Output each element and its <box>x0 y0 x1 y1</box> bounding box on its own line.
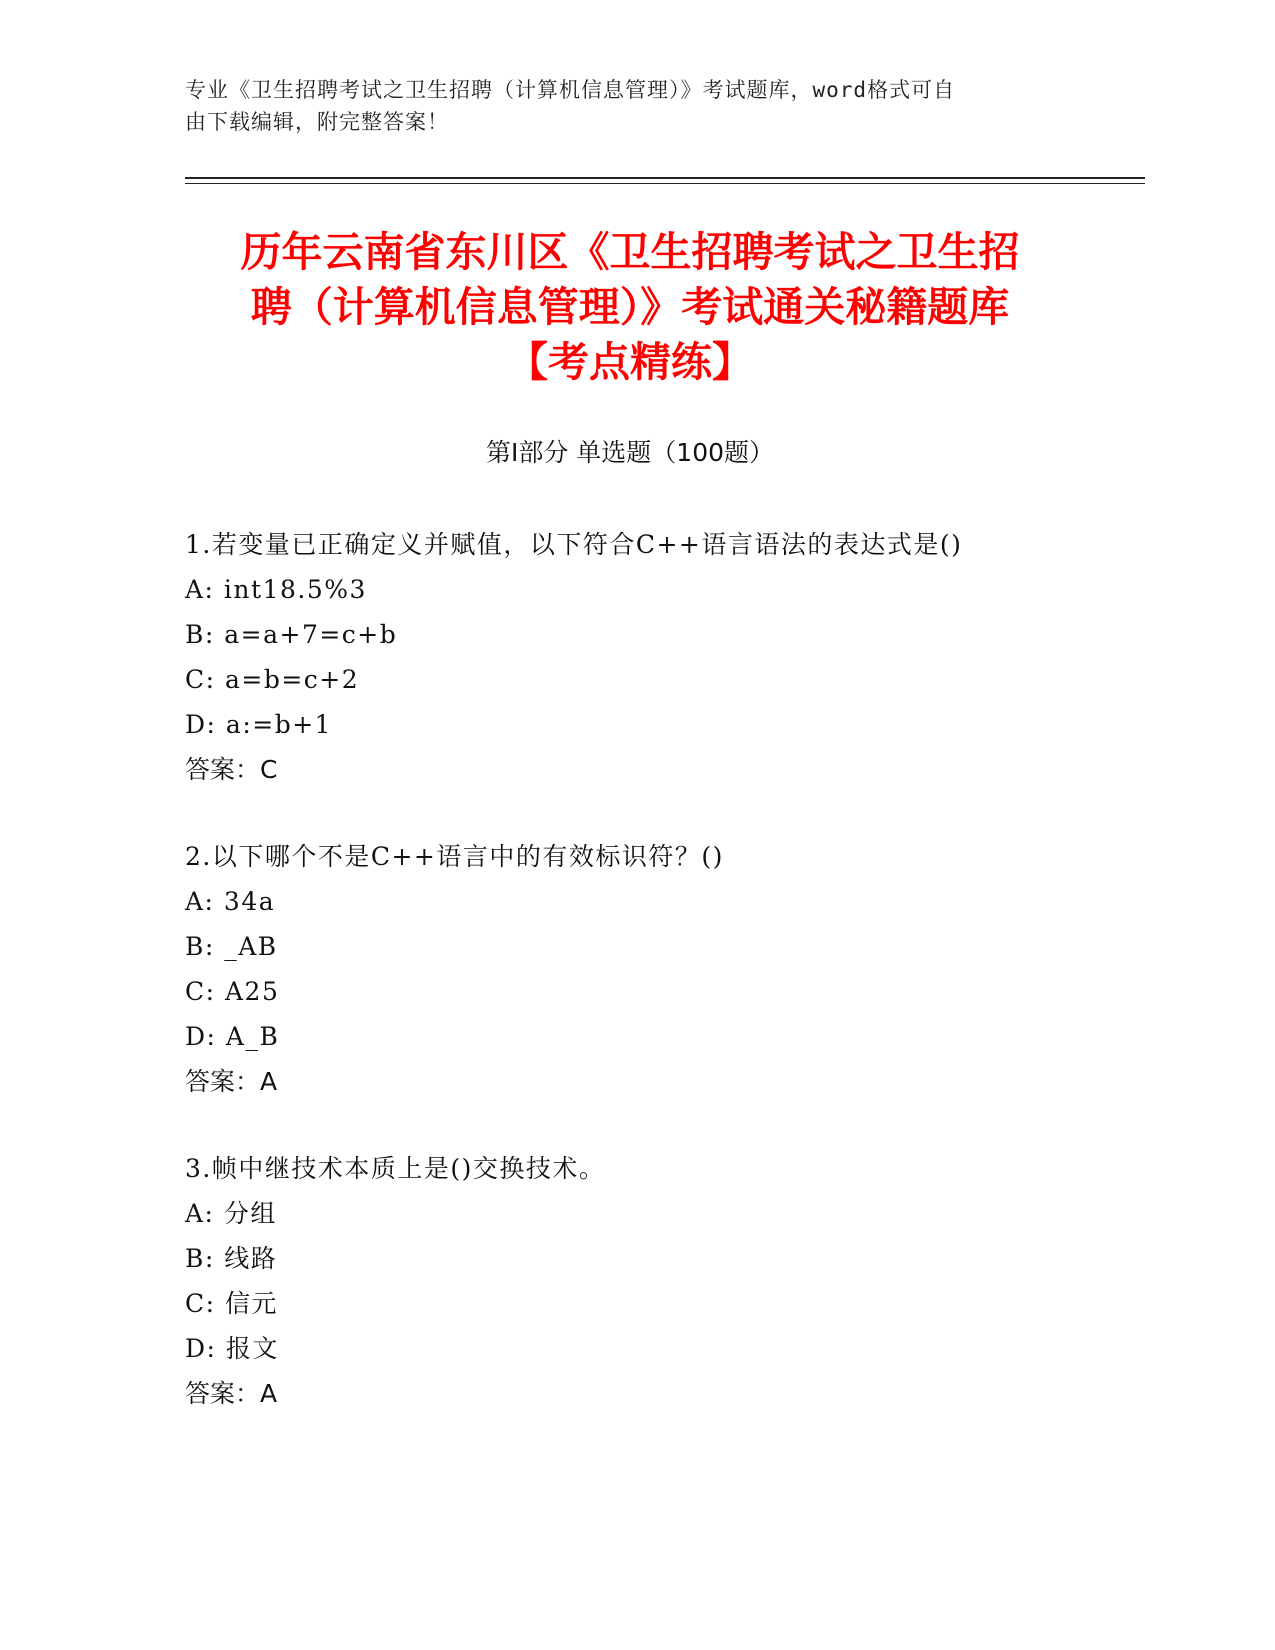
section-heading: 第Ⅰ部分 单选题（100题） <box>485 438 775 467</box>
title-line-2: 聘（计算机信息管理）》考试通关秘籍题库 <box>250 283 1010 331</box>
option-b: B: _AB <box>185 932 278 961</box>
question-stem: 3.帧中继技术本质上是()交换技术。 <box>185 1154 606 1183</box>
header-note-line-1: 专业《卫生招聘考试之卫生招聘（计算机信息管理）》考试题库，word格式可自 <box>185 78 956 102</box>
answer: 答案：C <box>185 755 278 784</box>
question-stem: 2.以下哪个不是C++语言中的有效标识符？() <box>185 842 724 871</box>
header-note-line-2: 由下载编辑，附完整答案！ <box>185 110 449 134</box>
option-a: A: 分组 <box>185 1199 277 1228</box>
question-3 <box>185 1146 1085 1416</box>
question-2 <box>185 834 1085 1104</box>
option-c: C: a=b=c+2 <box>185 665 360 694</box>
question-1 <box>185 522 1085 792</box>
header-note <box>185 74 1065 138</box>
option-d: D: 报文 <box>185 1334 279 1363</box>
answer: 答案：A <box>185 1379 278 1408</box>
header-rule-thin <box>185 183 1145 184</box>
header-rule-thick <box>185 177 1145 179</box>
option-d: D: A_B <box>185 1022 280 1051</box>
option-c: C: A25 <box>185 977 280 1006</box>
option-b: B: a=a+7=c+b <box>185 620 398 649</box>
option-d: D: a:=b+1 <box>185 710 333 739</box>
question-list <box>185 522 1085 1458</box>
title-line-1: 历年云南省东川区《卫生招聘考试之卫生招 <box>240 228 1020 276</box>
option-c: C: 信元 <box>185 1289 278 1318</box>
option-a: A: 34a <box>185 887 276 916</box>
option-a: A: int18.5%3 <box>185 575 367 604</box>
answer: 答案：A <box>185 1067 278 1096</box>
title-line-3: 【考点精练】 <box>507 338 753 386</box>
option-b: B: 线路 <box>185 1244 278 1273</box>
question-stem: 1.若变量已正确定义并赋值，以下符合C++语言语法的表达式是() <box>185 530 963 559</box>
document-title <box>185 225 1075 390</box>
